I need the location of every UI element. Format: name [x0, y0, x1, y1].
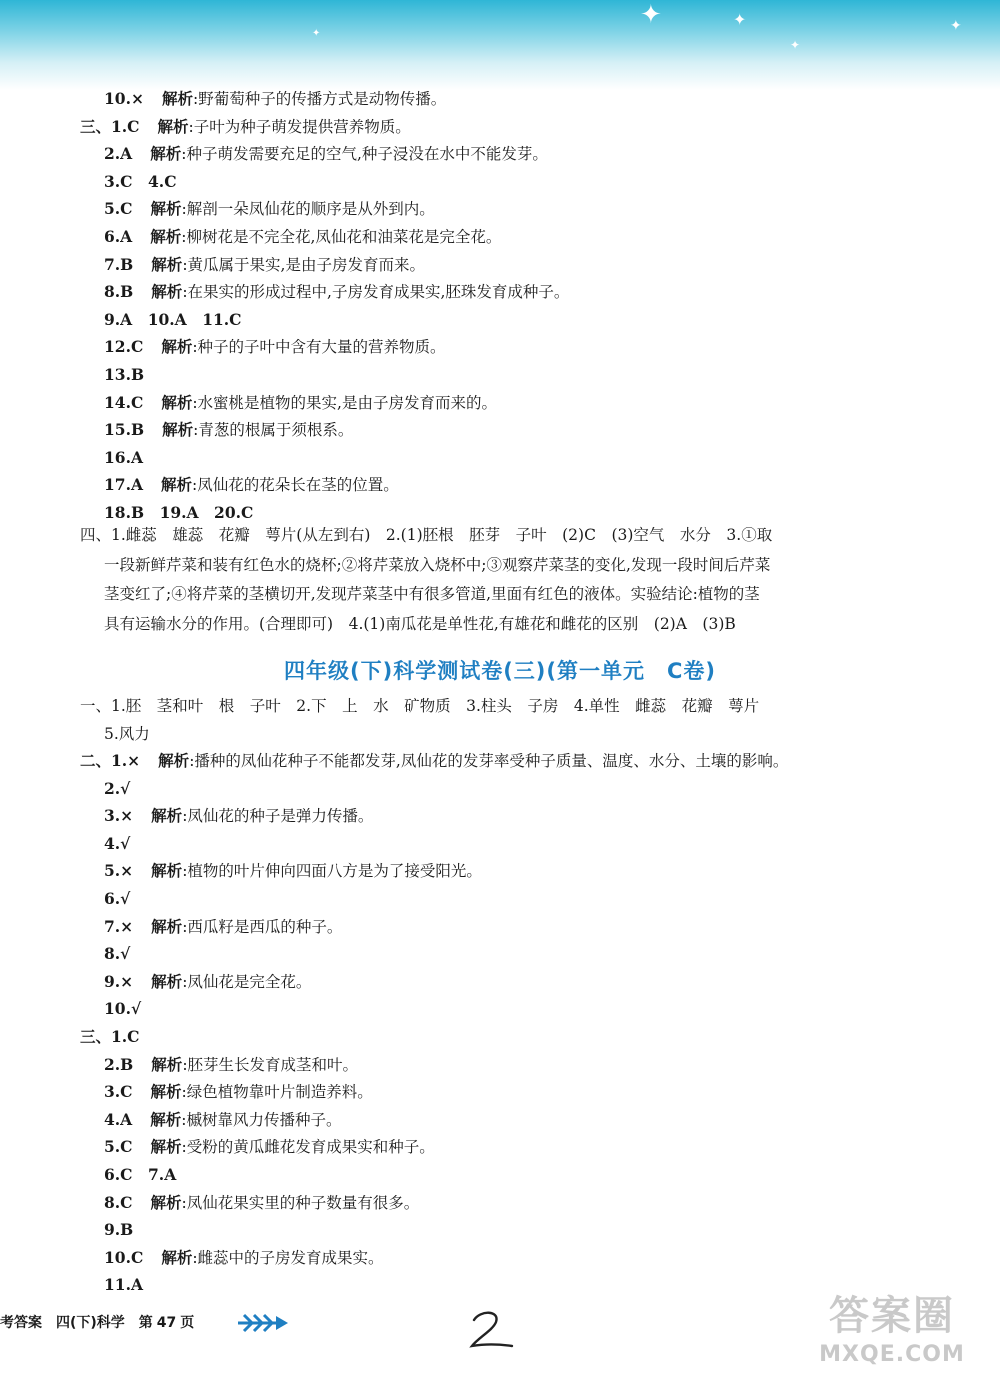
watermark [792, 1290, 992, 1380]
analysis-text: :柳树花是不完全花,凤仙花和油菜花是完全花。 [181, 228, 502, 246]
answer-row [104, 251, 425, 279]
analysis-text: :野葡萄种子的传播方式是动物传播。 [192, 90, 447, 108]
answer-number: 10.√ [104, 999, 142, 1019]
answer-number: 7.× [104, 916, 134, 936]
answer-number: 14.C [104, 392, 144, 412]
answer-row [80, 113, 411, 141]
analysis-label: 解析 [151, 254, 183, 274]
analysis-label: 解析 [151, 971, 183, 991]
answer-row [104, 389, 497, 417]
analysis-label: 解析 [161, 392, 193, 412]
analysis-text: :凤仙花的种子是弹力传播。 [182, 807, 374, 826]
analysis-text: :胚芽生长发育成茎和叶。 [182, 1055, 359, 1074]
analysis-text: :青葱的根属于须根系。 [193, 421, 354, 440]
analysis-text: :绿色植物靠叶片制造养料。 [181, 1083, 373, 1102]
answer-number: 11.A [104, 1275, 143, 1295]
answer-number: 3.C [104, 1082, 133, 1102]
analysis-label: 解析 [151, 1054, 183, 1074]
answer-paragraph-line: 一段新鲜芹菜和装有红色水的烧杯;②将芹菜放入烧杯中;③观察芹菜茎的变化,发现一段时间后芹菜 [104, 555, 771, 574]
answer-row [104, 168, 177, 196]
answer-number: 8.B [104, 282, 134, 302]
analysis-label: 解析 [150, 1109, 182, 1129]
answer-number: 2.B [104, 1054, 134, 1074]
sparkle-icon: ✦ [790, 38, 801, 52]
answer-row [104, 333, 446, 361]
analysis-label: 解析 [162, 420, 194, 440]
analysis-text: :雌蕊中的子房发育成果实。 [192, 1248, 384, 1267]
answer-row [104, 940, 130, 968]
analysis-label: 解析 [161, 337, 193, 357]
analysis-label: 解析 [157, 116, 189, 136]
answer-fill-line: 5.风力 [104, 724, 150, 743]
answer-row [104, 471, 399, 499]
footer-page-suffix: 页 [180, 1315, 195, 1331]
answer-number: 18.B 19.A 20.C [104, 503, 254, 522]
answer-row [104, 416, 353, 444]
answer-row [104, 1078, 373, 1106]
analysis-text: :植物的叶片伸向四面八方是为了接受阳光。 [182, 862, 482, 881]
answer-row [104, 361, 144, 389]
analysis-label: 解析 [161, 89, 193, 108]
answer-row [104, 223, 501, 251]
answer-number: 3.× [104, 806, 134, 826]
answer-number: 6.C 7.A [104, 1165, 177, 1184]
answer-number: 6.√ [104, 889, 131, 908]
answer-row [104, 775, 130, 803]
analysis-label: 解析 [150, 199, 182, 219]
answer-number: 二、1.× [80, 751, 141, 770]
analysis-label: 解析 [161, 1247, 193, 1267]
answer-row [104, 278, 569, 306]
answer-number: 9.B [104, 1220, 134, 1240]
answer-number: 4.√ [104, 833, 131, 853]
answer-row [104, 1189, 419, 1217]
analysis-text: :在果实的形成过程中,子房发育成果实,胚珠发育成种子。 [182, 283, 570, 302]
handwritten-mark [466, 1308, 516, 1352]
analysis-text: :西瓜籽是西瓜的种子。 [182, 917, 343, 936]
analysis-text: :凤仙花是完全花。 [182, 972, 312, 991]
answer-row [104, 1106, 341, 1134]
analysis-label: 解析 [150, 144, 182, 164]
analysis-label: 解析 [150, 1082, 182, 1102]
answer-number: 三、1.C [80, 116, 140, 136]
answer-number: 10.C [104, 1247, 144, 1267]
answer-paragraph-line: 具有运输水分的作用。(合理即可) 4.(1)南瓜花是单性花,有雄花和雌花的区别 (2)A (3)B [104, 614, 736, 633]
answer-number: 10.× [104, 89, 144, 108]
answer-row [104, 885, 130, 913]
answer-number: 4.A [104, 1109, 133, 1129]
analysis-label: 解析 [151, 282, 183, 302]
footer-label: 考答案 [0, 1315, 42, 1331]
analysis-text: :受粉的黄瓜雌花发育成果实和种子。 [181, 1138, 435, 1157]
answer-row [104, 1161, 176, 1189]
watermark-url: MXQE.COM [819, 1342, 965, 1367]
analysis-text: :子叶为种子萌发提供营养物质。 [188, 117, 411, 136]
answer-row [104, 968, 311, 996]
answer-number: 15.B [104, 420, 145, 440]
analysis-label: 解析 [151, 861, 183, 881]
analysis-label: 解析 [150, 1137, 182, 1157]
analysis-text: :种子萌发需要充足的空气,种子浸没在水中不能发芽。 [181, 145, 548, 164]
answer-number: 17.A [104, 475, 143, 495]
footer-page-number: 47 [156, 1315, 177, 1331]
analysis-label: 解析 [151, 916, 183, 936]
answer-number: 6.A [104, 227, 133, 246]
answer-row [104, 1051, 358, 1079]
footer-page-prefix: 第 [138, 1315, 153, 1331]
answer-row [104, 85, 446, 113]
sparkle-icon: ✦ [312, 28, 321, 39]
analysis-text: :凤仙花的花朵长在茎的位置。 [192, 476, 399, 495]
analysis-text: :水蜜桃是植物的果实,是由子房发育而来的。 [192, 393, 497, 412]
answer-row [104, 444, 143, 472]
answer-number: 16.A [104, 447, 143, 467]
answer-number: 2.A [104, 144, 133, 164]
analysis-label: 解析 [158, 751, 190, 770]
answer-paragraph-line: 茎变红了;④将芹菜的茎横切开,发现芹菜茎中有很多管道,里面有红色的液体。实验结论:植物的茎 [104, 585, 760, 603]
sparkle-icon: ✦ [950, 18, 962, 34]
answer-number: 9.× [104, 971, 134, 991]
answer-number: 2.√ [104, 778, 131, 798]
answer-number: 8.√ [104, 944, 131, 964]
answer-row [104, 857, 482, 885]
answer-row [80, 1023, 140, 1051]
analysis-text: :种子的子叶中含有大量的营养物质。 [192, 338, 446, 357]
answer-row [104, 195, 435, 223]
analysis-label: 解析 [151, 806, 183, 826]
answer-number: 7.B [104, 254, 134, 274]
answer-number: 5.C [104, 1137, 133, 1157]
analysis-text: :播种的凤仙花种子不能都发芽,凤仙花的发芽率受种子质量、温度、水分、土壤的影响。 [189, 752, 789, 770]
answer-number: 三、1.C [80, 1027, 140, 1046]
answer-row [104, 140, 548, 168]
answer-number: 5.C [104, 199, 133, 219]
answer-row [104, 1271, 143, 1299]
analysis-text: :凤仙花果实里的种子数量有很多。 [181, 1193, 420, 1212]
answer-row [104, 1216, 133, 1244]
answer-fill-line: 一、1.胚 茎和叶 根 子叶 2.下 上 水 矿物质 3.柱头 子房 4.单性 雌蕊 花瓣 萼片 [80, 697, 760, 715]
page-footer [0, 1308, 208, 1338]
sparkle-icon: ✦ [733, 10, 747, 29]
answer-row [104, 802, 373, 830]
answer-row [104, 1133, 435, 1161]
answer-number: 3.C 4.C [104, 171, 177, 191]
analysis-label: 解析 [150, 227, 182, 246]
analysis-label: 解析 [150, 1192, 182, 1212]
double-chevron-arrow-icon [236, 1312, 290, 1334]
answer-row [104, 306, 242, 334]
analysis-text: :解剖一朵凤仙花的顺序是从外到内。 [181, 200, 435, 219]
answer-row [104, 913, 342, 941]
sparkle-icon: ✦ [640, 0, 662, 30]
answer-row [104, 995, 141, 1023]
answer-number: 5.× [104, 861, 134, 881]
answer-row [104, 830, 130, 858]
answer-paragraph-line: 四、1.雌蕊 雄蕊 花瓣 萼片(从左到右) 2.(1)胚根 胚芽 子叶 (2)C (3)空气 水分 3.①取 [80, 526, 773, 544]
answer-row [80, 747, 788, 775]
footer-grade-subject: 四(下)科学 [56, 1315, 125, 1331]
analysis-label: 解析 [161, 475, 193, 495]
answer-row [104, 1244, 384, 1272]
answer-number: 12.C [104, 337, 144, 357]
test-section-title: 四年级(下)科学测试卷(三)(第一单元 C卷) [284, 659, 716, 683]
watermark-logo: 答案圈 [829, 1293, 955, 1339]
answer-number: 9.A 10.A 11.C [104, 309, 242, 329]
answer-number: 13.B [104, 365, 145, 384]
analysis-text: :黄瓜属于果实,是由子房发育而来。 [182, 255, 425, 274]
answer-number: 8.C [104, 1192, 133, 1212]
analysis-text: :槭树靠风力传播种子。 [181, 1110, 342, 1129]
